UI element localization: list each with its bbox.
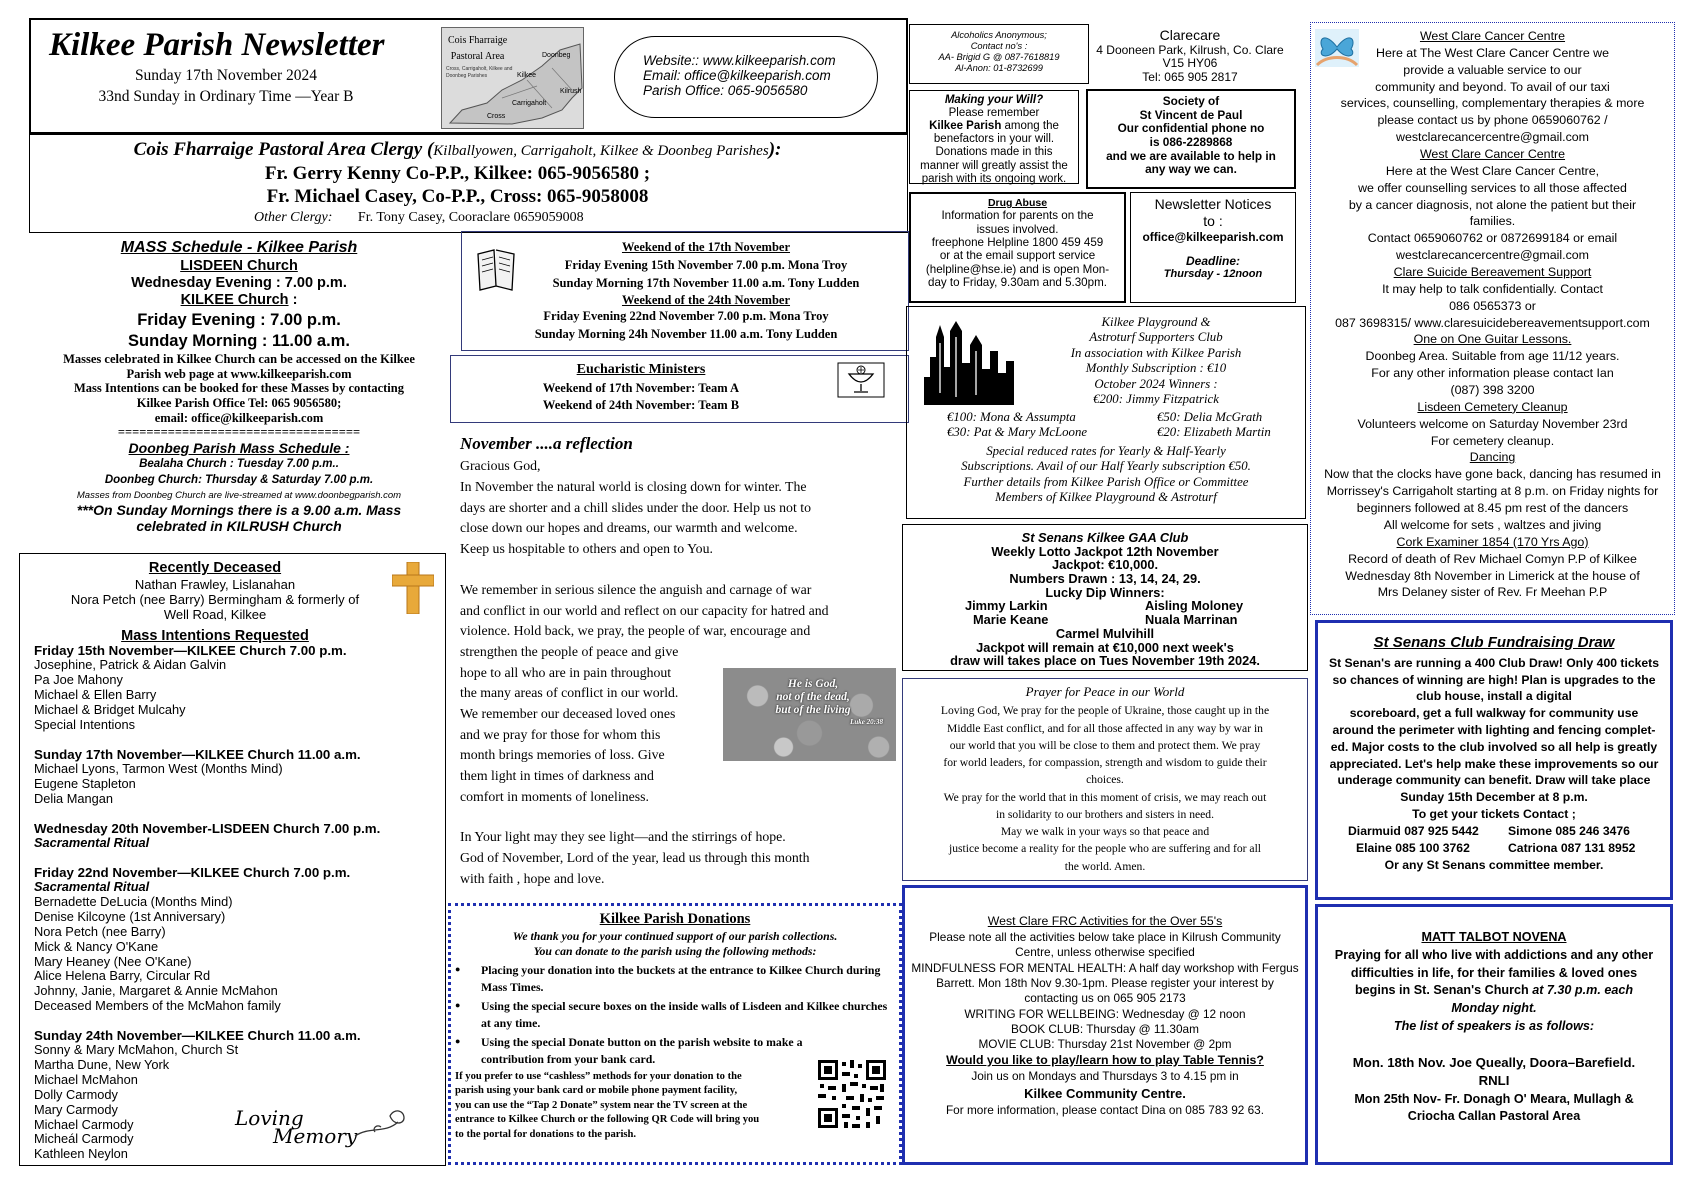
deceased-intentions-box	[19, 553, 446, 1166]
deceased-title: Recently Deceased	[148, 560, 282, 576]
intention-name: Denise Kilcoyne (1st Anniversary)	[34, 908, 226, 924]
other-clergy-value: Fr. Tony Casey, Cooraclare 0659059008	[357, 210, 584, 225]
newsletter-title: Kilkee Parish Newsletter	[49, 27, 385, 63]
svp-box: Society of St Vincent de Paul Our confidential phone no is 086-2289868 and we are available to help in any way we can.	[1086, 89, 1296, 189]
rose-icon	[350, 1104, 420, 1144]
reflection-paragraph: In November the natural world is closing down for winter. The days are shorter and a chill slides under the door. Help us not to close down our hopes and dreams, our warmth and welcome. Keep us hospitable to others and open to You.	[460, 479, 811, 557]
clergy-line-2: Fr. Michael Casey, Co-P.P., Cross: 065-9058008	[266, 186, 649, 207]
website-link[interactable]: Website:: www.kilkeeparish.com	[643, 53, 836, 68]
map-place: Doonbeg	[542, 52, 571, 59]
newsletter-date: Sunday 17th November 2024	[134, 67, 318, 84]
reader-slot: Sunday Morning 17th November 11.00 a.m. Tony Ludden	[552, 275, 860, 290]
peace-prayer-box: Prayer for Peace in our World Loving God, We pray for the people of Ukraine, those caught up in the Middle East conflict, and for all those affected in any way by war in our world that you will be close to them and protect them. We pray for world leaders, for compassion, strength and wisdom to guide their choices. We pray for the world that in this moment of crisis, we may reach out in solidarity to our brothers and sisters in need. May we walk in your ways so that peace and justice become a reality for the people who are suffering and for all the world. Amen.	[902, 678, 1308, 881]
fundraising-draw-box: St Senans Club Fundraising Draw St Senan's are running a 400 Club Draw! Only 400 tickets so chances of winning are high! Plan is upgrades to the club house, install a digital scoreboard, get a full walkway for community use around the perimeter with lighting and fencing complet- ed. Major costs to the club involved so all help is greatly appreciated. Let's help make these improvements so our underage community can benefit. Draw will take place Sunday 15th December at 8 p.m. To get your tickets Contact ; Diarmuid 087 925 5442 Simone 085 246 3476 Elaine 085 100 3762 Catriona 087 131 8952 Or any St Senans committee member.	[1315, 620, 1673, 900]
intention-name: Nora Petch (nee Barry)	[34, 923, 166, 939]
reflection-paragraph: In Your light may they see light—and the stirrings of hope. God of November, Lord of the year, lead us through this month with faith , hope and love.	[460, 829, 810, 886]
deceased-name: Well Road, Kilkee	[163, 606, 267, 622]
reflection-title: November ....a reflection	[460, 434, 633, 453]
intention-group	[34, 821, 439, 851]
map-place: Kilrush	[560, 88, 582, 95]
deceased-name: Nora Petch (nee Barry) Bermingham & formerly of	[70, 591, 360, 607]
mass-schedule: MASS Schedule - Kilkee Parish LISDEEN Church Wednesday Evening : 7.00 p.m. KILKEE Church : Friday Evening : 7.00 p.m. Sunday Morning : 11.00 a.m. Masses celebrated in Kilkee Church can be accessed on the Kilkee Parish web page at www.kilkeeparish.com Mass Intentions can be booked for these Masses by contacting Kilkee Parish Office Tel: 065 9056580; email: office@kilkeeparish.com ================================== Doonbeg Parish Mass Schedule : Bealaha Church : Tuesday 7.00 p.m.. Doonbeg Church: Thursday & Saturday 7.00 p.m. Masses from Doonbeg Church are live-streamed at www.doonbegparish.com ***On Sunday Mornings there is a 9.00 a.m. Mass celebrated in KILRUSH Church	[29, 238, 449, 548]
reflection-greeting: Gracious God,	[460, 458, 541, 474]
readers-box	[461, 231, 909, 351]
intention-name: Pa Joe Mahony	[34, 672, 123, 688]
eucharistic-team: Weekend of 17th November: Team A	[542, 380, 740, 395]
mass-schedule-title: MASS Schedule - Kilkee Parish	[120, 239, 358, 256]
city-skyline-icon	[920, 317, 1020, 409]
mass-notes: Masses celebrated in Kilkee Church can be accessed on the Kilkee Parish web page at www.kilkeeparish.com Mass Intentions can be booked for these Masses by contacting Kilkee Parish Office Tel: 065 9056580; email: office@kilkeeparish.com ==================================	[63, 352, 415, 440]
intention-name: Michael Lyons, Tarmon West (Months Mind)	[34, 761, 283, 777]
gaa-lotto-box: St Senans Kilkee GAA Club Weekly Lotto Jackpot 12th November Jackpot: €10,000. Numbers Drawn : 13, 14, 24, 29. Lucky Dip Winners: Jimmy Larkin Aisling Moloney Marie Keane Nuala Marrinan Carmel Mulvihill Jackpot will remain at €10,000 next week's draw will takes place on Tues November 19th 2024.	[902, 524, 1308, 671]
intention-name: Mary Carmody	[34, 1101, 118, 1117]
butterfly-hands-icon	[1315, 29, 1359, 67]
qr-code-icon[interactable]	[816, 1058, 888, 1130]
cork-examiner-title: Cork Examiner 1854 (170 Yrs Ago)	[1396, 534, 1589, 549]
deceased-name: Nathan Frawley, Lislanahan	[134, 576, 296, 592]
intention-name: Johnny, Janie, Margaret & Annie McMahon	[34, 983, 278, 999]
intention-name: Sonny & Mary McMahon, Church St	[34, 1042, 239, 1058]
clarecare-title: Clarecare	[1159, 27, 1221, 43]
eucharistic-box	[450, 355, 909, 423]
novena-box: MATT TALBOT NOVENA Praying for all who live with addictions and any other difficulties in life, for their families & loved ones begins in St. Senan's Church at 7.30 p.m. each Monday night. The list of speakers is as follows: Mon. 18th Nov. Joe Queally, Doora–Barefield. RNLI Mon 25th Nov- Fr. Donagh O' Meara, Mullagh & Criocha Callan Pastoral Area	[1315, 904, 1673, 1165]
clergy-parishes: Kilballyowen, Carrigaholt, Kilkee & Doonbeg Parishes	[433, 143, 769, 159]
reflection	[460, 434, 900, 884]
contact-oval	[614, 36, 878, 118]
intention-name: Michael & Bridget Mulcahy	[34, 701, 186, 717]
intention-name: Deceased Members of the McMahon family	[34, 998, 281, 1014]
liturgical-sunday: 33nd Sunday in Ordinary Time —Year B	[98, 88, 354, 105]
intention-name: Alice Helena Barry, Circular Rd	[34, 968, 211, 984]
intention-heading: Sunday 17th November—KILKEE Church 11.00 a.m.	[34, 746, 361, 762]
kilkee-friday: Friday Evening : 7.00 p.m.	[137, 311, 341, 330]
playground-box: Kilkee Playground & Astroturf Supporters Club In association with Kilkee Parish Monthly Subscription : €10 October 2024 Winners : €200: Jimmy Fitzpatrick €100: Mona & Assumpta €50: Delia McGrath €30: Pat & Mary McLoone €20: Elizabeth Martin Special reduced rates for Yearly & Half-Yearly Subscriptions. Avail of our Half Yearly subscription €50. Further details from Kilkee Parish Office or Committee Members of Kilkee Playground & Astroturf	[906, 306, 1306, 519]
intention-heading: Friday 15th November—KILKEE Church 7.00 p.m.	[34, 643, 347, 658]
notices-box: Newsletter Notices to : office@kilkeeparish.com Deadline: Thursday - 12noon	[1130, 192, 1296, 303]
peace-prayer-title: Prayer for Peace in our World	[1025, 684, 1185, 699]
intention-name: Eugene Stapleton	[34, 775, 136, 791]
intention-name: Josephine, Patrick & Aidan Galvin	[34, 657, 227, 673]
table-tennis-heading: Would you like to play/learn how to play Table Tennis?	[946, 1052, 1264, 1067]
kilkee-church: KILKEE Church	[180, 292, 289, 309]
intention-subheading: Sacramental Ritual	[34, 835, 150, 851]
community-notices-box: West Clare Cancer Centre Here at The West Clare Cancer Centre we provide a valuable service to our community and beyond. To avail of our taxi services, counselling, complementary therapies & more please contact us by phone 0659060762 / westclarecancercentre@gmail.com West Clare Cancer Centre Here at the West Clare Cancer Centre, we offer counselling services to all those affected by a cancer diagnosis, not alone the patient but their families. Contact 0659060762 or 0872699184 or email westclarecancercentre@gmail.com Clare Suicide Bereavement Support It may help to talk confidentially. Contact 086 0565373 or 087 3698315/ www.claresuicidebereavementsupport.com One on One Guitar Lessons. Doonbeg Area. Suitable from age 11/12 years. For any other information please contact Ian (087) 398 3200 Lisdeen Cemetery Cleanup Volunteers welcome on Saturday November 23rd For cemetery cleanup. Dancing Now that the clocks have gone back, dancing has resumed in Morrissey's Carrigaholt starting at 8 p.m. on Friday nights for beginners followed at 8.45 pm rest of the dancers All welcome for sets , waltzes and jiving Cork Examiner 1854 (170 Yrs Ago) Record of death of Rev Michael Comyn P.P of Kilkee Wednesday 8th November in Limerick at the house of Mrs Delaney sister of Rev. Fr Meehan P.P	[1310, 22, 1675, 615]
map-outline-icon	[442, 28, 585, 130]
notices-email[interactable]: office@kilkeeparish.com	[1142, 229, 1284, 244]
email-link[interactable]: Email: office@kilkeeparish.com	[643, 68, 831, 84]
clergy-line-1: Fr. Gerry Kenny Co-P.P., Kilkee: 065-9056580 ;	[264, 163, 651, 184]
intention-heading: Wednesday 20th November-LISDEEN Church 7.00 p.m.	[34, 820, 381, 836]
kilkee-sunday: Sunday Morning : 11.00 a.m.	[128, 331, 350, 350]
aa-title: Alcoholics Anonymous;	[951, 30, 1047, 40]
aa-box: Alcoholics Anonymous; Contact no's : AA- Brigid G @ 087-7618819 Al-Anon: 01-8732699	[909, 24, 1089, 84]
cashless-note: If you prefer to use “cashless” methods for your donation to the parish using your bank card or mobile phone payment facility, you can use the “Tap 2 Donate” system near the TV screen at the entrance to Kilkee Church or the following QR Code will bring you to the portal for donations to the parish.	[455, 1071, 760, 1140]
reflection-paragraph: We remember in serious silence the anguish and carnage of war and conflict in our world and reflect on our capacity for hatred and violence. Hold back, we pray, the people of war, encourage and strengthen the people of peace and give hope to all who are in pain throughout the many areas of conflict in our world. We remember our deceased loved ones and we pray for those for whom this month brings memories of loss. Give them light in times of darkness and comfort in moments of loneliness.	[460, 581, 829, 804]
doonbeg-title: Doonbeg Parish Mass Schedule :	[128, 439, 350, 456]
map-place: Kilkee	[517, 72, 537, 79]
intention-name: Michael McMahon	[34, 1071, 138, 1087]
cancer-centre-title: West Clare Cancer Centre	[1419, 29, 1566, 43]
frc-activities-box: West Clare FRC Activities for the Over 55's Please note all the activities below take place in Kilrush Community Centre, unless otherwise specified MINDFULNESS FOR MENTAL HEALTH: A half day workshop with Fergus Barrett. Mon 18th Nov 9.30-1pm. Please register your interest by contacting us on 065 905 2173 WRITING FOR WELLBEING: Wednesday @ 12 noon BOOK CLUB: Thursday @ 11.30am MOVIE CLUB: Thursday 21st November @ 2pm Would you like to play/learn how to play Table Tennis? Join us on Mondays and Thursdays 3 to 4.15 pm in Kilkee Community Centre. For more information, please contact Dina on 085 783 92 63.	[902, 885, 1308, 1165]
chalice-icon	[837, 362, 885, 398]
donation-method: ● Using the special Donate button on the parish website to make a contribution from your bank card.	[451, 1034, 891, 1068]
office-phone: Parish Office: 065-9056580	[643, 83, 808, 99]
cancer-centre-title: West Clare Cancer Centre	[1419, 147, 1566, 162]
pastoral-area-map	[441, 27, 584, 129]
readers-weekend-1: Weekend of the 17th November	[621, 240, 791, 254]
map-place: Carrigaholt	[512, 100, 547, 107]
intentions-list	[34, 643, 439, 1162]
intention-name: Kathleen Neylon	[34, 1146, 128, 1162]
eucharistic-title: Eucharistic Ministers	[576, 362, 706, 377]
map-title: Cois Fharraige Pastoral Area	[448, 35, 508, 62]
bealaha-time: Bealaha Church : Tuesday 7.00 p.m..	[139, 458, 339, 471]
intention-name: Bernadette DeLucia (Months Mind)	[34, 894, 233, 910]
reader-slot: Sunday Morning 24h November 11.00 a.m. Tony Ludden	[534, 326, 838, 341]
playground-winners: €100: Mona & Assumpta €50: Delia McGrath €30: Pat & Mary McLoone €20: Elizabeth Martin	[947, 410, 1271, 440]
intention-heading: Sunday 24th November—KILKEE Church 11.00 a.m.	[34, 1027, 361, 1043]
intention-name: Delia Mangan	[34, 790, 113, 806]
donations-box: Kilkee Parish Donations We thank you for your continued support of our parish collections. You can donate to the parish using the following methods: ● Placing your donation into the buckets at the entrance to Kilkee Church during Mass Times. ● Using the special secure boxes on the inside walls of Lisdeen and Kilkee churches at any time. ● Using the special Donate button on the parish website to make a contribution from your bank card. If you prefer to use “cashless” methods for your donation to the parish using your bank card or mobile phone payment facility, you can use the “Tap 2 Donate” system near the TV screen at the entrance to Kilkee Church or the following QR Code will bring you to the portal for donations to the parish.	[448, 903, 902, 1165]
drug-abuse-box: Drug Abuse Information for parents on the issues involved. freephone Helpline 1800 459 459 or at the email support service (helpline@hse.ie) and is open Mon- day to Friday, 9.30am and 5.30pm.	[909, 192, 1126, 303]
svp-title: Society of	[1162, 94, 1220, 108]
notices-title: Newsletter Notices	[1154, 196, 1272, 212]
will-title: Making your Will?	[944, 94, 1044, 106]
draw-title: St Senans Club Fundraising Draw	[1373, 634, 1615, 651]
reader-slot: Friday Evening 22nd November 7.00 p.m. Mona Troy	[543, 309, 829, 323]
clergy-title: Cois Fharraige Pastoral Area Clergy (	[133, 139, 434, 160]
frc-title: West Clare FRC Activities for the Over 55's	[987, 914, 1223, 928]
guitar-title: One on One Guitar Lessons.	[1413, 332, 1572, 347]
donation-method: ● Using the special secure boxes on the inside walls of Lisdeen and Kilkee churches at any time.	[451, 998, 891, 1032]
doonbeg-time: Doonbeg Church: Thursday & Saturday 7.00 p.m.	[104, 473, 374, 486]
doonbeg-stream: Masses from Doonbeg Church are live-streamed at www.doonbegparish.com	[76, 489, 402, 501]
donations-title: Kilkee Parish Donations	[599, 911, 751, 927]
map-place: Cross	[487, 113, 506, 120]
donation-method: ● Placing your donation into the buckets at the entrance to Kilkee Church during Mass Times.	[451, 962, 891, 996]
intention-name: Dolly Carmody	[34, 1086, 118, 1102]
intention-name: Mary Heaney (Nee O'Kane)	[34, 953, 192, 969]
kilrush-note: ***On Sunday Mornings there is a 9.00 a.m. Mass celebrated in KILRUSH Church	[76, 501, 402, 535]
intention-group	[34, 643, 439, 733]
other-clergy-label: Other Clergy:	[254, 210, 333, 225]
newsletter-header	[29, 18, 908, 134]
readers-weekend-2: Weekend of the 24th November	[621, 293, 791, 308]
intention-name: Micheál Carmody	[34, 1131, 134, 1147]
cemetery-title: Lisdeen Cemetery Cleanup	[1417, 399, 1568, 414]
clergy-box: Cois Fharraige Pastoral Area Clergy (Kilballyowen, Carrigaholt, Kilkee & Doonbeg Parishes): Fr. Gerry Kenny Co-P.P., Kilkee: 065-9056580 ; Fr. Michael Casey, Co-P.P., Cross: 065-9058008 Other Clergy: Fr. Tony Casey, Cooraclare 0659059008	[29, 134, 908, 233]
loving-memory-logo: Loving Memory	[235, 1106, 358, 1148]
reader-slot: Friday Evening 15th November 7.00 p.m. Mona Troy	[564, 257, 848, 272]
map-subtitle: Cross, Carrigaholt, Kilkee and Doonbeg Parishes	[446, 66, 513, 79]
eucharistic-team: Weekend of 24th November: Team B	[542, 397, 740, 412]
intention-group	[34, 865, 439, 1014]
intentions-title: Mass Intentions Requested	[121, 628, 309, 645]
intention-name: Michael Carmody	[34, 1116, 134, 1132]
intention-group	[34, 747, 439, 807]
clarecare-box: Clarecare 4 Dooneen Park, Kilrush, Co. Clare V15 HY06 Tel: 065 905 2817	[1092, 28, 1288, 88]
intention-name: Michael & Ellen Barry	[34, 687, 157, 703]
intention-name: Mick & Nancy O'Kane	[34, 938, 159, 954]
intention-name: Special Intentions	[34, 716, 136, 732]
intention-heading: Friday 22nd November—KILKEE Church 7.00 p.m.	[34, 864, 351, 880]
lisdeen-time: Wednesday Evening : 7.00 p.m.	[131, 274, 347, 291]
intention-name: Martha Dune, New York	[34, 1057, 170, 1073]
gaa-title: St Senans Kilkee GAA Club	[1021, 530, 1189, 545]
lisdeen-church: LISDEEN Church	[180, 257, 298, 274]
stones-image: He is God, not of the dead, but of the living Luke 20:38	[723, 668, 896, 761]
dancing-title: Dancing	[1469, 450, 1516, 465]
drug-abuse-title: Drug Abuse	[987, 197, 1048, 209]
novena-title: MATT TALBOT NOVENA	[1421, 930, 1567, 944]
intention-subheading: Sacramental Ritual	[34, 879, 150, 895]
bereavement-title: Clare Suicide Bereavement Support	[1393, 265, 1592, 280]
will-box: Making your Will? Please remember Kilkee Parish among the benefactors in your will. Donations made in this manner will greatly assist the parish with its ongoing work.	[909, 90, 1079, 184]
